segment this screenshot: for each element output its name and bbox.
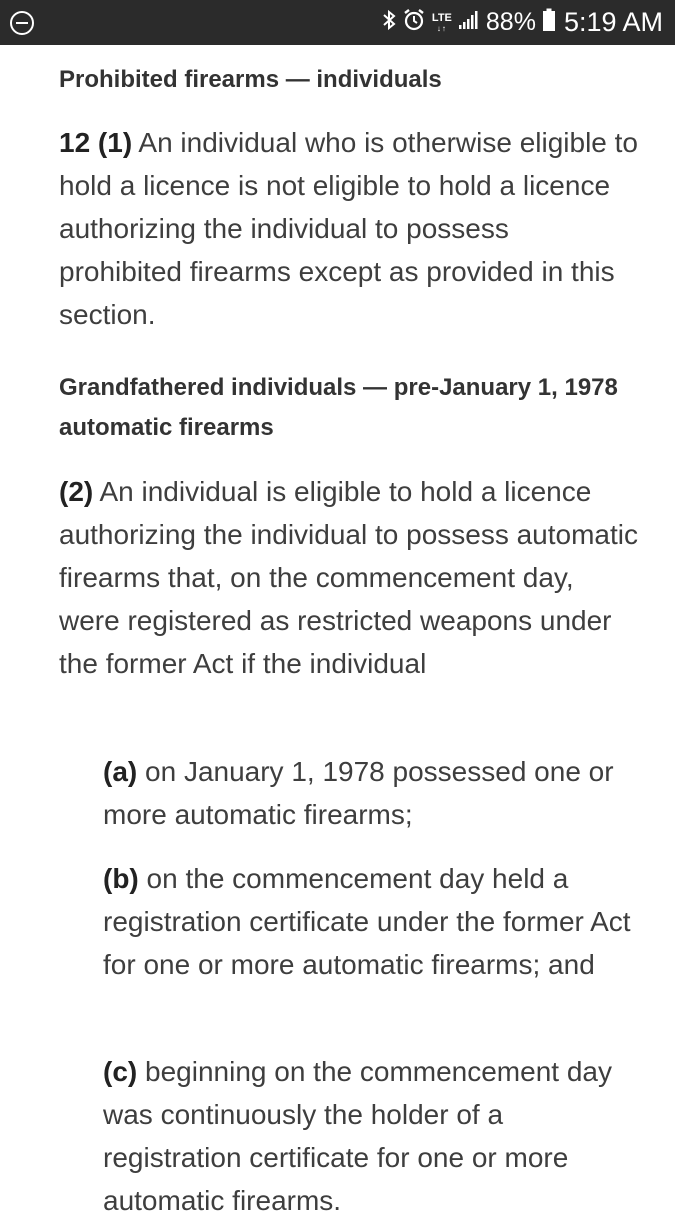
list-item [103, 857, 643, 986]
subsection-number: (2) [59, 476, 94, 507]
item-label: (c) [103, 1056, 138, 1087]
item-label: (a) [103, 756, 138, 787]
item-label: (b) [103, 863, 139, 894]
subsection-paragraph [59, 470, 639, 685]
alarm-clock-icon [402, 8, 426, 37]
list-item [103, 750, 643, 836]
section-text: An individual who is otherwise eligible to hold a licence is not eligible to hold a licence authorizing the individual to possess prohibited firearms except as provided in this section. [59, 127, 639, 330]
status-icons [376, 0, 663, 45]
item-text: on January 1, 1978 possessed one or more automatic firearms; [103, 756, 614, 830]
network-type: LTE ↓↑ [431, 11, 452, 33]
clock-time: 5:19 AM [563, 7, 663, 37]
section-number: 12 (1) [59, 127, 133, 158]
section-paragraph [59, 121, 639, 336]
section-heading: Prohibited firearms — individuals [59, 66, 442, 93]
item-text: on the commencement day held a registration certificate under the former Act for one or more automatic firearms; and [103, 863, 631, 980]
list-item [103, 1050, 643, 1222]
circle-minus-icon[interactable] [9, 10, 35, 36]
status-bar [0, 0, 675, 45]
item-text: beginning on the commencement day was continuously the holder of a registration certificate for one or more automatic firearms. [103, 1056, 612, 1216]
subsection-text: An individual is eligible to hold a licence authorizing the individual to possess automatic firearms that, on the commencement day, were registered as restricted weapons under the former Act if the individual [59, 476, 639, 679]
battery-icon [542, 8, 556, 37]
battery-percent: 88% [485, 8, 536, 36]
signal-bars-icon [458, 10, 478, 35]
document-view[interactable] [0, 45, 675, 1216]
bluetooth-icon [382, 9, 396, 36]
subsection-heading: Grandfathered individuals — pre-January 1, 1978 automatic firearms [59, 374, 618, 441]
